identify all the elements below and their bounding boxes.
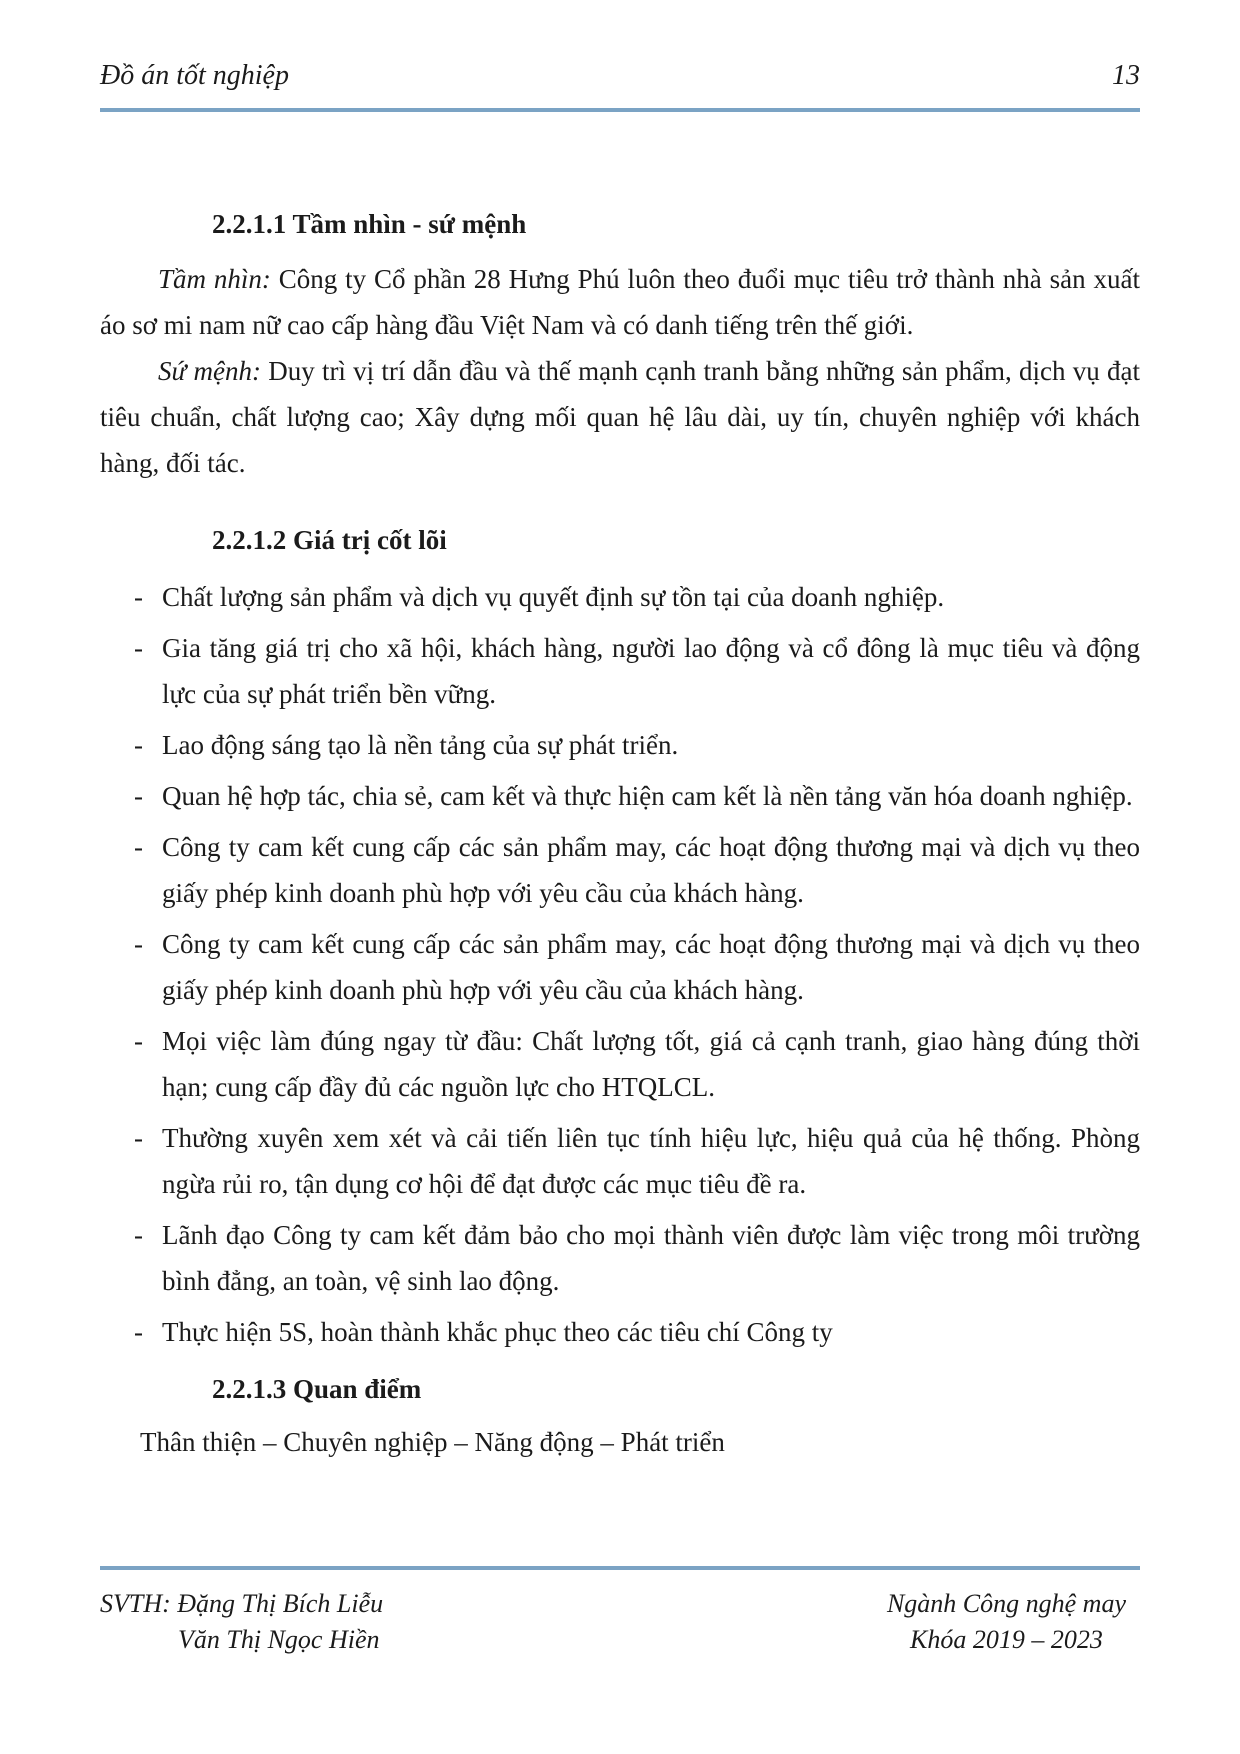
list-item-text: Chất lượng sản phẩm và dịch vụ quyết định sự tồn tại của doanh nghiệp. [162, 582, 945, 612]
bullet-dash-marker: - [134, 832, 143, 862]
list-item-text: Thực hiện 5S, hoàn thành khắc phục theo các tiêu chí Công ty [162, 1317, 833, 1347]
core-values-list [100, 574, 1140, 1355]
list-item [100, 1018, 1140, 1110]
footer-cohort: Khóa 2019 – 2023 [910, 1625, 1103, 1654]
bullet-dash-marker: - [134, 781, 143, 811]
list-item-text: Công ty cam kết cung cấp các sản phẩm may, các hoạt động thương mại và dịch vụ theo giấy phép kinh doanh phù hợp với yêu cầu của khách hàng. [162, 929, 1140, 1005]
paragraph-vision [100, 256, 1140, 348]
paragraph-mission [100, 348, 1140, 486]
page-content [100, 204, 1140, 1465]
bullet-dash-marker: - [134, 1026, 143, 1056]
section-heading-viewpoint: 2.2.1.3 Quan điểm [212, 1374, 422, 1404]
vision-lead-label: Tầm nhìn: [158, 264, 271, 294]
running-title: Đồ án tốt nghiệp [100, 60, 289, 91]
list-item-text: Gia tăng giá trị cho xã hội, khách hàng, người lao động và cổ đông là mục tiêu và động lực của sự phát triển bền vững. [162, 633, 1140, 709]
list-item [100, 1115, 1140, 1207]
list-item [100, 722, 1140, 768]
list-item [100, 1309, 1140, 1355]
list-item-text: Lãnh đạo Công ty cam kết đảm bảo cho mọi thành viên được làm việc trong môi trường bình đẳng, an toàn, vệ sinh lao động. [162, 1220, 1140, 1296]
list-item [100, 1212, 1140, 1304]
page-footer [100, 1566, 1140, 1658]
list-item-text: Lao động sáng tạo là nền tảng của sự phát triển. [162, 730, 679, 760]
mission-text: Duy trì vị trí dẫn đầu và thế mạnh cạnh tranh bằng những sản phẩm, dịch vụ đạt tiêu chuẩn, chất lượng cao; Xây dựng mối quan hệ lâu dài, uy tín, chuyên nghiệp với khách hàng, đối tác. [100, 356, 1141, 478]
bullet-dash-marker: - [134, 1123, 143, 1153]
footer-authors [100, 1586, 383, 1658]
section-heading-vision-mission: 2.2.1.1 Tầm nhìn - sứ mệnh [212, 209, 527, 239]
list-item-text: Thường xuyên xem xét và cải tiến liên tục tính hiệu lực, hiệu quả của hệ thống. Phòng ngừa rủi ro, tận dụng cơ hội để đạt được các mục tiêu đề ra. [162, 1123, 1140, 1199]
section-heading-core-values: 2.2.1.2 Giá trị cốt lõi [212, 525, 447, 555]
list-item [100, 773, 1140, 819]
bullet-dash-marker: - [134, 582, 143, 612]
bullet-dash-marker: - [134, 1317, 143, 1347]
paragraph-viewpoint: Thân thiện – Chuyên nghiệp – Năng động – Phát triển [140, 1427, 725, 1457]
list-item-text: Mọi việc làm đúng ngay từ đầu: Chất lượng tốt, giá cả cạnh tranh, giao hàng đúng thời hạn; cung cấp đầy đủ các nguồn lực cho HTQLCL. [162, 1026, 1140, 1102]
bullet-dash-marker: - [134, 633, 143, 663]
list-item [100, 824, 1140, 916]
footer-author-line1: SVTH: Đặng Thị Bích Liễu [100, 1589, 384, 1618]
page-header [100, 0, 1140, 112]
list-item [100, 921, 1140, 1013]
list-item [100, 625, 1140, 717]
bullet-dash-marker: - [134, 929, 143, 959]
list-item-text: Công ty cam kết cung cấp các sản phẩm may, các hoạt động thương mại và dịch vụ theo giấy phép kinh doanh phù hợp với yêu cầu của khách hàng. [162, 832, 1140, 908]
vision-text: Công ty Cổ phần 28 Hưng Phú luôn theo đuổi mục tiêu trở thành nhà sản xuất áo sơ mi nam nữ cao cấp hàng đầu Việt Nam và có danh tiếng trên thế giới. [100, 264, 1141, 340]
footer-program [887, 1586, 1126, 1658]
footer-major: Ngành Công nghệ may [886, 1589, 1126, 1618]
bullet-dash-marker: - [134, 730, 143, 760]
list-item [100, 574, 1140, 620]
list-item-text: Quan hệ hợp tác, chia sẻ, cam kết và thực hiện cam kết là nền tảng văn hóa doanh nghiệp. [162, 781, 1133, 811]
bullet-dash-marker: - [134, 1220, 143, 1250]
page-number: 13 [1112, 60, 1140, 91]
mission-lead-label: Sứ mệnh: [158, 356, 261, 386]
footer-author-line2: Văn Thị Ngọc Hiền [178, 1625, 380, 1654]
